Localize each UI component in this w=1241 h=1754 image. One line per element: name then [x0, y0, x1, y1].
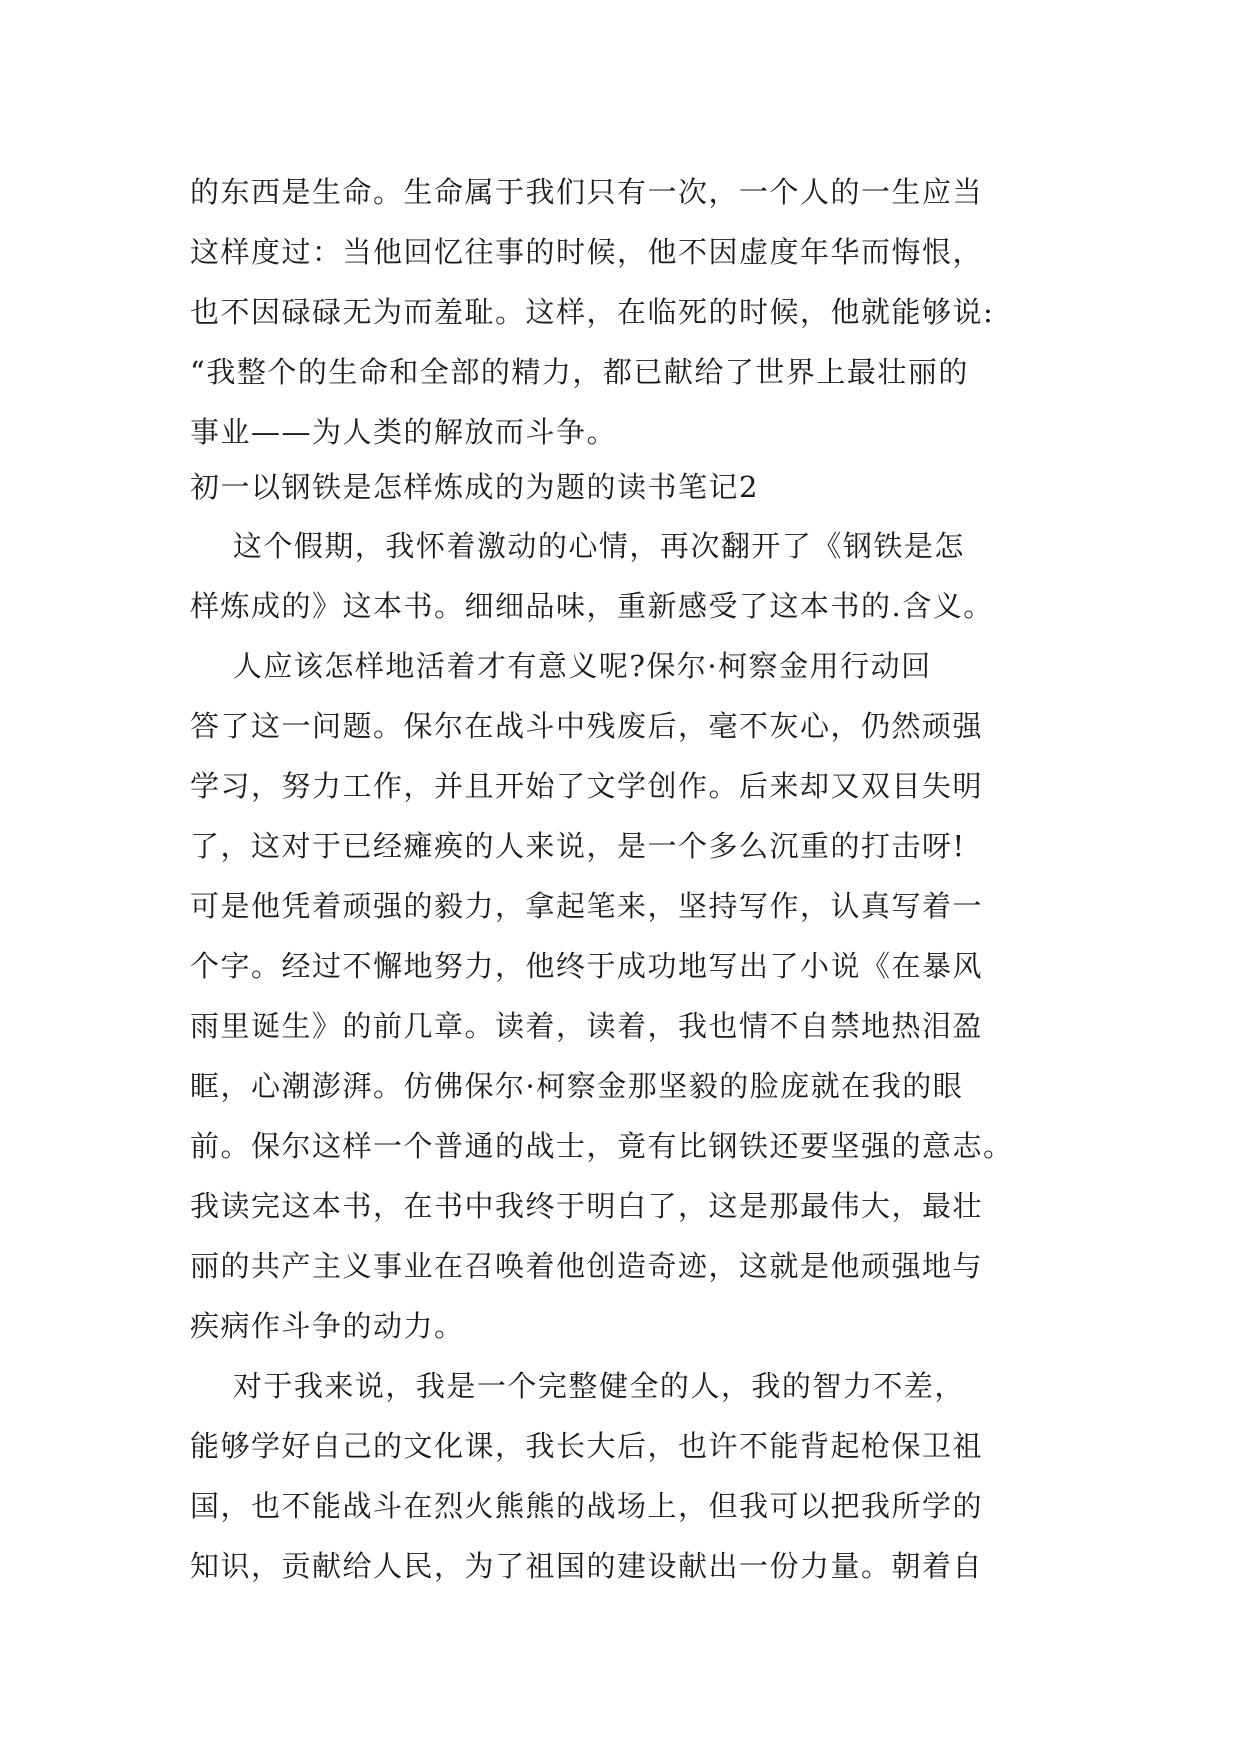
text-line: 个字。经过不懈地努力，他终于成功地写出了小说《在暴风 [190, 949, 984, 983]
document-body [190, 162, 1070, 1596]
text-line: 能够学好自己的文化课，我长大后，也许不能背起枪保卫祖 [190, 1429, 984, 1463]
text-line: 眶，心潮澎湃。仿佛保尔·柯察金那坚毅的脸庞就在我的眼 [190, 1069, 964, 1103]
text-line: “我整个的生命和全部的精力，都已献给了世界上最壮丽的 [190, 355, 969, 389]
paragraph-3 [190, 636, 1070, 1356]
paragraph-1 [190, 162, 1070, 462]
text-line: 丽的共产主义事业在召唤着他创造奇迹，这就是他顽强地与 [190, 1249, 984, 1283]
text-line: 前。保尔这样一个普通的战士，竟有比钢铁还要坚强的意志。 [190, 1129, 1014, 1163]
text-line: 我读完这本书，在书中我终于明白了，这是那最伟大，最壮 [190, 1189, 984, 1223]
text-line: 也不因碌碌无为而羞耻。这样，在临死的时候，他就能够说: [190, 295, 995, 329]
text-line: 对于我来说，我是一个完整健全的人，我的智力不差， [190, 1369, 965, 1403]
text-line: 这样度过：当他回忆往事的时候，他不因虚度年华而悔恨， [190, 235, 984, 269]
text-line: 人应该怎样地活着才有意义呢?保尔·柯察金用行动回 [190, 649, 932, 683]
text-line: 的东西是生命。生命属于我们只有一次，一个人的一生应当 [190, 175, 984, 209]
paragraph-4 [190, 1356, 1070, 1596]
text-line: 了，这对于已经瘫痪的人来说，是一个多么沉重的打击呀! [190, 829, 966, 863]
text-line: 事业——为人类的解放而斗争。 [190, 415, 618, 449]
section-heading: 初一以钢铁是怎样炼成的为题的读书笔记2 [190, 470, 759, 504]
text-line: 疾病作斗争的动力。 [190, 1309, 465, 1343]
text-line: 雨里诞生》的前几章。读着，读着，我也情不自禁地热泪盈 [190, 1009, 984, 1043]
paragraph-2 [190, 516, 1070, 636]
text-line: 样炼成的》这本书。细细品味，重新感受了这本书的.含义。 [190, 589, 994, 623]
text-line: 国，也不能战斗在烈火熊熊的战场上，但我可以把我所学的 [190, 1489, 984, 1523]
text-line: 这个假期，我怀着激动的心情，再次翻开了《钢铁是怎 [190, 529, 965, 563]
text-line: 答了这一问题。保尔在战斗中残废后，毫不灰心，仍然顽强 [190, 709, 984, 743]
text-line: 可是他凭着顽强的毅力，拿起笔来，坚持写作，认真写着一 [190, 889, 984, 923]
text-line: 知识，贡献给人民，为了祖国的建设献出一份力量。朝着自 [190, 1549, 984, 1583]
text-line: 学习，努力工作，并且开始了文学创作。后来却又双目失明 [190, 769, 984, 803]
